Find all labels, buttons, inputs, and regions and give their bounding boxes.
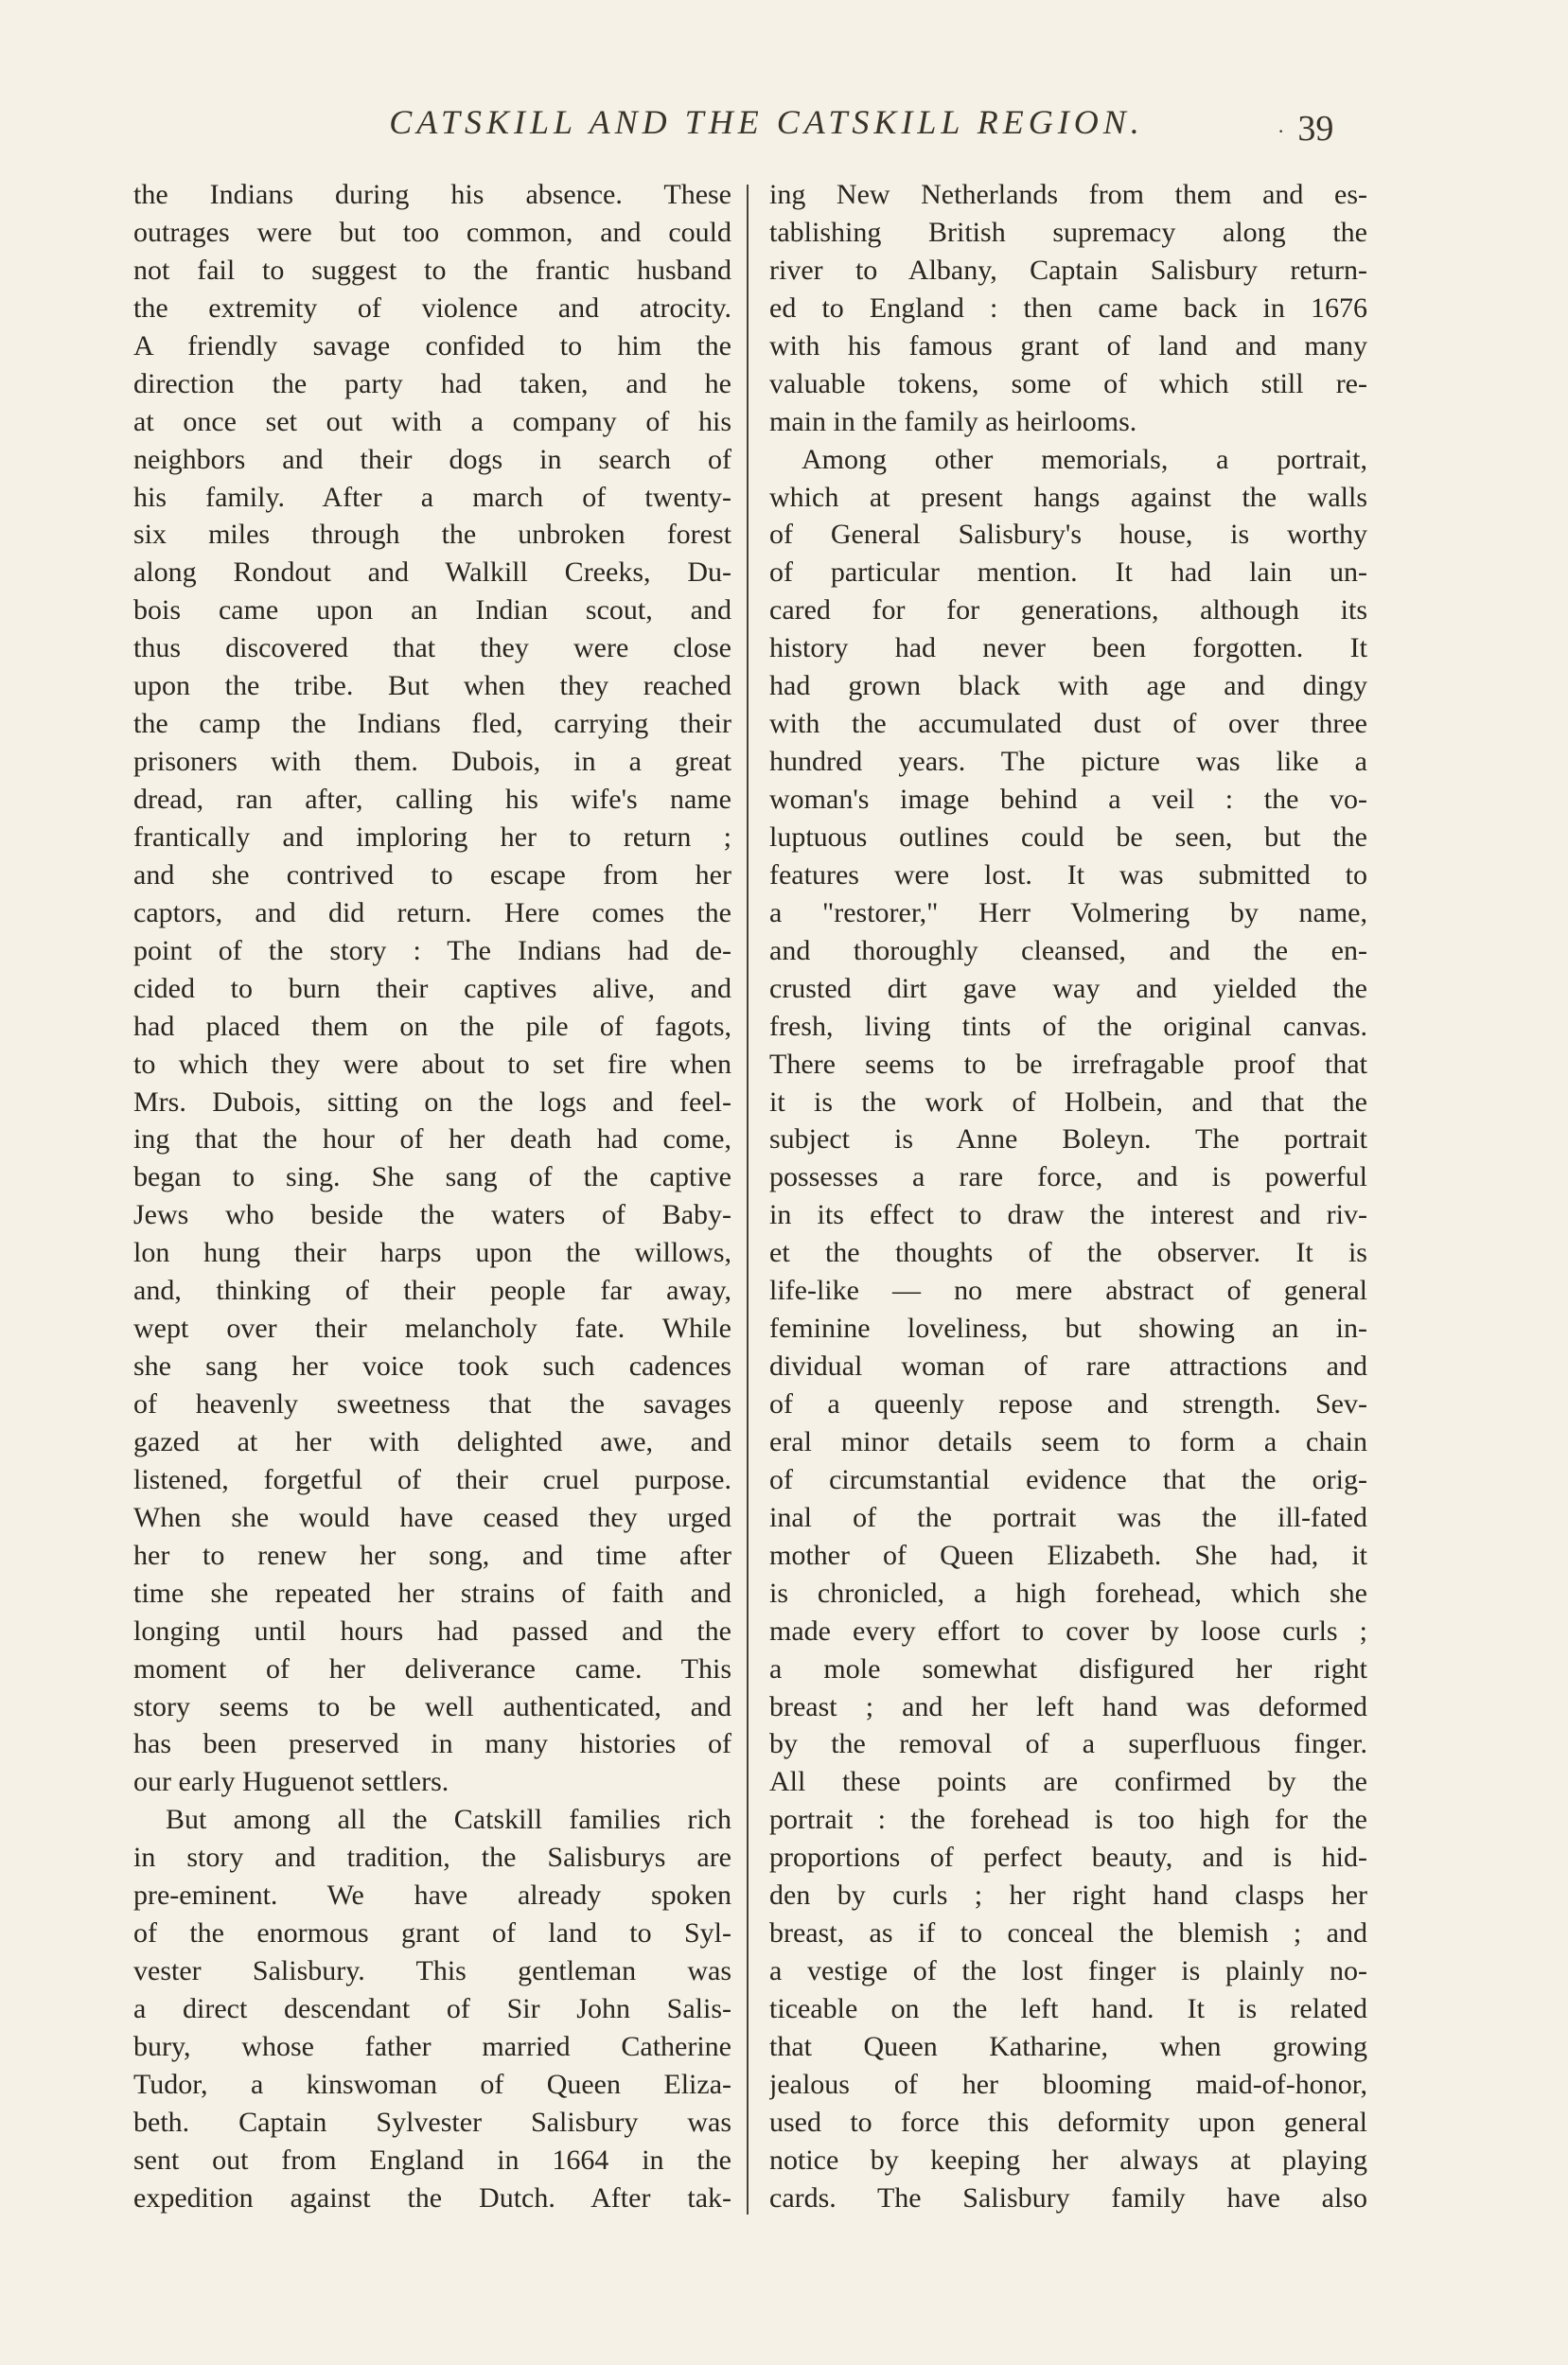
text-line: began to sing. She sang of the captive (133, 1161, 731, 1193)
text-line: at once set out with a company of his (133, 405, 731, 437)
text-line: breast ; and her left hand was deformed (769, 1690, 1367, 1722)
text-line: had grown black with age and dingy (769, 670, 1367, 702)
text-line: direction the party had taken, and he (133, 367, 731, 399)
text-line: moment of her deliverance came. This (133, 1652, 731, 1685)
text-line: ing that the hour of her death had come, (133, 1123, 731, 1156)
text-line: valuable tokens, some of which still re- (769, 367, 1367, 399)
text-line: captors, and did return. Here comes the (133, 896, 731, 928)
text-line: vester Salisbury. This gentleman was (133, 1955, 731, 1987)
text-line: of the enormous grant of land to Syl- (133, 1917, 731, 1950)
text-line: bury, whose father married Catherine (133, 2030, 731, 2062)
text-line: jealous of her blooming maid-of-honor, (769, 2068, 1367, 2100)
text-line: upon the tribe. But when they reached (133, 670, 731, 702)
text-line: beth. Captain Sylvester Salisbury was (133, 2106, 731, 2138)
text-line: ticeable on the left hand. It is related (769, 1993, 1367, 2024)
text-line: prisoners with them. Dubois, in a great (133, 746, 731, 778)
text-line: of heavenly sweetness that the savages (133, 1388, 731, 1420)
text-line: with the accumulated dust of over three (769, 708, 1367, 740)
text-line: his family. After a march of twenty- (133, 481, 731, 513)
text-line: made every effort to cover by loose curls ; (769, 1615, 1367, 1647)
text-line: listened, forgetful of their cruel purpose. (133, 1463, 731, 1495)
text-line: the camp the Indians fled, carrying their (133, 708, 731, 740)
text-line: When she would have ceased they urged (133, 1501, 731, 1533)
running-head: CATSKILL AND THE CATSKILL REGION. (389, 103, 1144, 141)
text-line: woman's image behind a veil : the vo- (769, 784, 1367, 815)
text-line: neighbors and their dogs in search of (133, 443, 731, 475)
text-line: ed to England : then came back in 1676 (769, 291, 1367, 324)
text-line: a direct descendant of Sir John Salis- (133, 1993, 731, 2024)
text-line: et the thoughts of the observer. It is (769, 1237, 1367, 1269)
text-line: of a queenly repose and strength. Sev- (769, 1388, 1367, 1420)
text-line: our early Huguenot settlers. (133, 1766, 449, 1798)
text-line: and she contrived to escape from her (133, 858, 731, 891)
text-line: Mrs. Dubois, sitting on the logs and feel- (133, 1085, 731, 1118)
text-line: hundred years. The picture was like a (769, 746, 1367, 778)
text-line: to which they were about to set fire when (133, 1048, 731, 1080)
right-text-column (769, 176, 1367, 2217)
text-line: story seems to be well authenticated, and (133, 1690, 731, 1722)
text-line: Among other memorials, a portrait, (802, 443, 1367, 475)
text-line: breast, as if to conceal the blemish ; and (769, 1917, 1367, 1950)
text-line: by the removal of a superfluous finger. (769, 1728, 1367, 1760)
text-line: dividual woman of rare attractions and (769, 1350, 1367, 1383)
page-number (1277, 108, 1333, 150)
text-line: longing until hours had passed and the (133, 1615, 731, 1647)
text-line: portrait : the forehead is too high for the (769, 1804, 1367, 1836)
text-line: All these points are confirmed by the (769, 1766, 1367, 1798)
text-line: tablishing British supremacy along the (769, 216, 1367, 248)
left-text-column (133, 176, 731, 2217)
text-line: pre-eminent. We have already spoken (133, 1880, 731, 1912)
text-line: den by curls ; her right hand clasps her (769, 1880, 1367, 1912)
text-line: and thoroughly cleansed, and the en- (769, 934, 1367, 966)
text-line: frantically and imploring her to return ; (133, 821, 731, 853)
text-line: has been preserved in many histories of (133, 1728, 731, 1760)
text-line: ing New Netherlands from them and es- (769, 179, 1367, 210)
text-line: time she repeated her strains of faith and (133, 1577, 731, 1609)
text-line: expedition against the Dutch. After tak- (133, 2181, 731, 2214)
text-line: features were lost. It was submitted to (769, 858, 1367, 891)
text-line: in story and tradition, the Salisburys are (133, 1842, 731, 1874)
text-line: that Queen Katharine, when growing (769, 2030, 1367, 2062)
text-line: a "restorer," Herr Volmering by name, (769, 896, 1367, 928)
text-line: cided to burn their captives alive, and (133, 972, 731, 1004)
text-line: cared for for generations, although its (769, 594, 1367, 627)
text-line: six miles through the unbroken forest (133, 519, 731, 551)
text-line: of circumstantial evidence that the orig- (769, 1463, 1367, 1495)
text-line: she sang her voice took such cadences (133, 1350, 731, 1383)
text-line: outrages were but too common, and could (133, 216, 731, 248)
page-number-value: 39 (1297, 109, 1334, 149)
text-line: wept over their melancholy fate. While (133, 1313, 731, 1345)
text-line: notice by keeping her always at playing (769, 2144, 1367, 2176)
text-line: along Rondout and Walkill Creeks, Du- (133, 556, 731, 589)
text-line: her to renew her song, and time after (133, 1539, 731, 1571)
text-line: of General Salisbury's house, is worthy (769, 519, 1367, 551)
text-line: life-like — no mere abstract of general (769, 1275, 1367, 1307)
text-line: the extremity of violence and atrocity. (133, 291, 731, 324)
text-line: and, thinking of their people far away, (133, 1275, 731, 1307)
column-divider (747, 185, 749, 2215)
text-line: with his famous grant of land and many (769, 329, 1367, 362)
text-line: in its effect to draw the interest and riv- (769, 1199, 1367, 1231)
text-line: There seems to be irrefragable proof that (769, 1048, 1367, 1080)
text-line: feminine loveliness, but showing an in- (769, 1313, 1367, 1345)
text-line: eral minor details seem to form a chain (769, 1425, 1367, 1457)
text-line: But among all the Catskill families rich (166, 1804, 731, 1836)
text-line: fresh, living tints of the original canvas. (769, 1010, 1367, 1042)
text-line: a mole somewhat disfigured her right (769, 1652, 1367, 1685)
text-line: mother of Queen Elizabeth. She had, it (769, 1539, 1367, 1571)
text-line: bois came upon an Indian scout, and (133, 594, 731, 627)
text-line: is chronicled, a high forehead, which she (769, 1577, 1367, 1609)
text-line: luptuous outlines could be seen, but the (769, 821, 1367, 853)
text-line: lon hung their harps upon the willows, (133, 1237, 731, 1269)
text-line: history had never been forgotten. It (769, 632, 1367, 664)
text-line: Tudor, a kinswoman of Queen Eliza- (133, 2068, 731, 2100)
text-line: cards. The Salisbury family have also (769, 2181, 1367, 2214)
text-line: of particular mention. It had lain un- (769, 556, 1367, 589)
text-line: river to Albany, Captain Salisbury return- (769, 254, 1367, 286)
text-line: the Indians during his absence. These (133, 179, 731, 210)
text-line: point of the story : The Indians had de- (133, 934, 731, 966)
text-line: proportions of perfect beauty, and is hid- (769, 1842, 1367, 1874)
text-line: inal of the portrait was the ill-fated (769, 1501, 1367, 1533)
text-line: which at present hangs against the walls (769, 481, 1367, 513)
text-line: a vestige of the lost finger is plainly no- (769, 1955, 1367, 1987)
text-line: subject is Anne Boleyn. The portrait (769, 1123, 1367, 1156)
text-line: main in the family as heirlooms. (769, 405, 1137, 437)
text-line: A friendly savage confided to him the (133, 329, 731, 362)
text-line: Jews who beside the waters of Baby- (133, 1199, 731, 1231)
text-line: it is the work of Holbein, and that the (769, 1085, 1367, 1118)
text-line: thus discovered that they were close (133, 632, 731, 664)
page-number-dot: · (1277, 119, 1285, 144)
text-line: gazed at her with delighted awe, and (133, 1425, 731, 1457)
text-line: possesses a rare force, and is powerful (769, 1161, 1367, 1193)
text-line: dread, ran after, calling his wife's name (133, 784, 731, 815)
text-line: used to force this deformity upon general (769, 2106, 1367, 2138)
text-line: sent out from England in 1664 in the (133, 2144, 731, 2176)
text-line: not fail to suggest to the frantic husband (133, 254, 731, 286)
text-line: crusted dirt gave way and yielded the (769, 972, 1367, 1004)
text-line: had placed them on the pile of fagots, (133, 1010, 731, 1042)
